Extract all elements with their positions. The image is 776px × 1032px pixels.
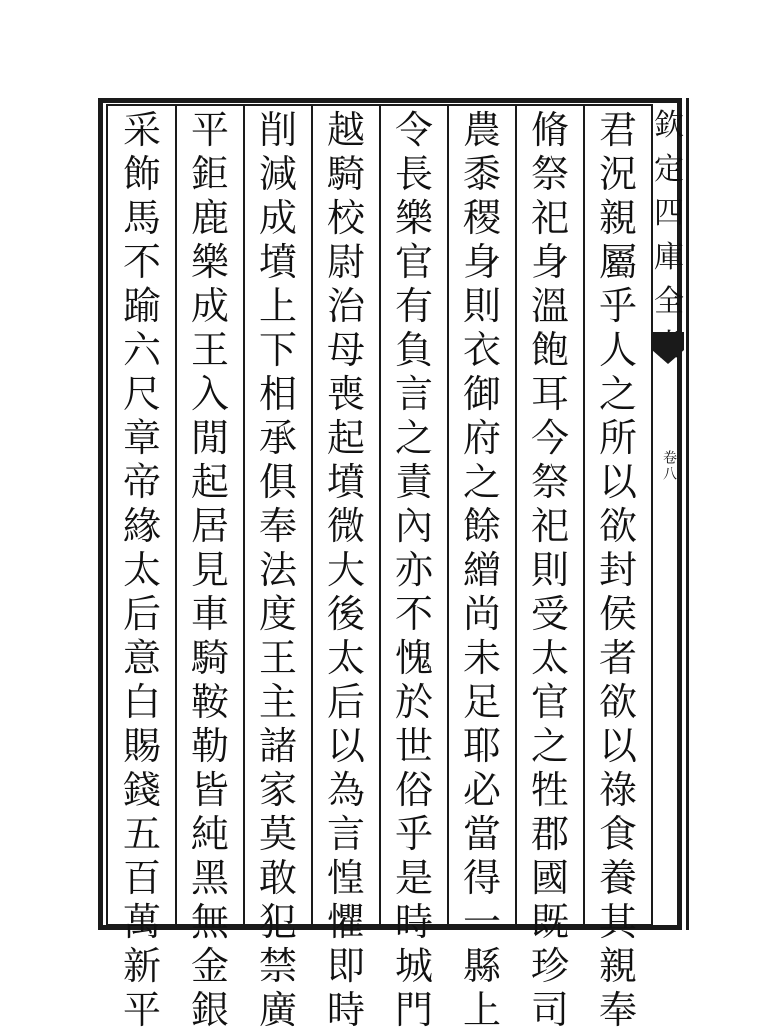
fishtail-mark-tip xyxy=(652,350,684,364)
glyph: 祀 xyxy=(530,504,569,548)
glyph: 法 xyxy=(258,548,297,592)
gutter-title xyxy=(652,104,686,368)
glyph: 餘 xyxy=(462,504,501,548)
glyph: 墳 xyxy=(326,460,365,504)
gutter-rule xyxy=(686,98,689,930)
glyph: 以 xyxy=(326,724,365,768)
glyph: 府 xyxy=(462,416,501,460)
glyph: 言 xyxy=(326,812,365,856)
glyph: 意 xyxy=(122,636,161,680)
text-column xyxy=(176,108,244,1032)
glyph: 不 xyxy=(122,240,161,284)
glyph: 之 xyxy=(394,416,433,460)
glyph: 尺 xyxy=(122,372,161,416)
glyph: 鉅 xyxy=(190,152,229,196)
text-column xyxy=(380,108,448,1032)
glyph: 得 xyxy=(462,856,501,900)
glyph: 衣 xyxy=(462,328,501,372)
glyph: 城 xyxy=(394,944,433,988)
glyph: 耳 xyxy=(530,372,569,416)
glyph: 成 xyxy=(258,196,297,240)
glyph: 喪 xyxy=(326,372,365,416)
glyph: 懼 xyxy=(326,900,365,944)
glyph: 一 xyxy=(462,900,501,944)
glyph: 墳 xyxy=(258,240,297,284)
gutter-title-glyph: 定 xyxy=(654,152,684,187)
glyph: 時 xyxy=(326,988,365,1032)
glyph: 者 xyxy=(598,636,637,680)
glyph: 飾 xyxy=(122,152,161,196)
glyph: 食 xyxy=(598,812,637,856)
gutter-title-glyph: 全 xyxy=(654,284,684,319)
glyph: 門 xyxy=(394,988,433,1032)
glyph: 時 xyxy=(394,900,433,944)
glyph: 削 xyxy=(258,108,297,152)
glyph: 郡 xyxy=(530,812,569,856)
glyph: 既 xyxy=(530,900,569,944)
glyph: 王 xyxy=(190,328,229,372)
glyph: 親 xyxy=(598,944,637,988)
glyph: 國 xyxy=(530,856,569,900)
glyph: 承 xyxy=(258,416,297,460)
glyph: 珍 xyxy=(530,944,569,988)
glyph: 治 xyxy=(326,284,365,328)
glyph: 莫 xyxy=(258,812,297,856)
glyph: 章 xyxy=(122,416,161,460)
text-column xyxy=(516,108,584,1032)
glyph: 所 xyxy=(598,416,637,460)
glyph: 閒 xyxy=(190,416,229,460)
glyph: 脩 xyxy=(530,108,569,152)
glyph: 緣 xyxy=(122,504,161,548)
glyph: 繒 xyxy=(462,548,501,592)
glyph: 受 xyxy=(530,592,569,636)
glyph: 銀 xyxy=(190,988,229,1032)
glyph: 官 xyxy=(394,240,433,284)
glyph: 則 xyxy=(530,548,569,592)
glyph: 新 xyxy=(122,944,161,988)
fishtail-mark xyxy=(652,332,684,350)
glyph: 萬 xyxy=(122,900,161,944)
glyph: 純 xyxy=(190,812,229,856)
glyph: 帝 xyxy=(122,460,161,504)
glyph: 祀 xyxy=(530,196,569,240)
gutter-title-glyph: 四 xyxy=(654,196,684,231)
glyph: 稷 xyxy=(462,196,501,240)
glyph: 上 xyxy=(462,988,501,1032)
gutter-title-glyph: 庫 xyxy=(654,240,684,275)
glyph: 有 xyxy=(394,284,433,328)
glyph: 鹿 xyxy=(190,196,229,240)
glyph: 溫 xyxy=(530,284,569,328)
glyph: 大 xyxy=(326,548,365,592)
glyph: 養 xyxy=(598,856,637,900)
glyph: 未 xyxy=(462,636,501,680)
glyph: 侯 xyxy=(598,592,637,636)
text-column xyxy=(312,108,380,1032)
glyph: 以 xyxy=(598,460,637,504)
text-column xyxy=(108,108,176,1032)
glyph: 則 xyxy=(462,284,501,328)
glyph: 愧 xyxy=(394,636,433,680)
glyph: 縣 xyxy=(462,944,501,988)
glyph: 鞍 xyxy=(190,680,229,724)
glyph: 農 xyxy=(462,108,501,152)
glyph: 樂 xyxy=(394,196,433,240)
glyph: 令 xyxy=(394,108,433,152)
glyph: 封 xyxy=(598,548,637,592)
glyph: 諸 xyxy=(258,724,297,768)
glyph: 長 xyxy=(394,152,433,196)
glyph: 牲 xyxy=(530,768,569,812)
glyph: 錢 xyxy=(122,768,161,812)
glyph: 尉 xyxy=(326,240,365,284)
glyph: 亦 xyxy=(394,548,433,592)
glyph: 采 xyxy=(122,108,161,152)
glyph: 白 xyxy=(122,680,161,724)
glyph: 身 xyxy=(462,240,501,284)
glyph: 廣 xyxy=(258,988,297,1032)
glyph: 校 xyxy=(326,196,365,240)
glyph: 見 xyxy=(190,548,229,592)
gutter-title-glyph: 欽 xyxy=(654,108,684,143)
glyph: 俗 xyxy=(394,768,433,812)
glyph: 乎 xyxy=(394,812,433,856)
glyph: 馬 xyxy=(122,196,161,240)
glyph: 下 xyxy=(258,328,297,372)
glyph: 當 xyxy=(462,812,501,856)
glyph: 欲 xyxy=(598,680,637,724)
glyph: 為 xyxy=(326,768,365,812)
glyph: 祭 xyxy=(530,460,569,504)
glyph: 負 xyxy=(394,328,433,372)
glyph: 尚 xyxy=(462,592,501,636)
glyph: 金 xyxy=(190,944,229,988)
glyph: 乎 xyxy=(598,284,637,328)
glyph: 上 xyxy=(258,284,297,328)
glyph: 太 xyxy=(122,548,161,592)
glyph: 太 xyxy=(530,636,569,680)
glyph: 責 xyxy=(394,460,433,504)
glyph: 皆 xyxy=(190,768,229,812)
glyph: 減 xyxy=(258,152,297,196)
glyph: 其 xyxy=(598,900,637,944)
glyph: 六 xyxy=(122,328,161,372)
glyph: 起 xyxy=(190,460,229,504)
juan-label: 卷八 xyxy=(661,450,677,482)
glyph: 言 xyxy=(394,372,433,416)
glyph: 禁 xyxy=(258,944,297,988)
glyph: 奉 xyxy=(598,988,637,1032)
glyph: 之 xyxy=(530,724,569,768)
glyph: 平 xyxy=(190,108,229,152)
glyph: 人 xyxy=(598,328,637,372)
glyph: 母 xyxy=(326,328,365,372)
glyph: 奉 xyxy=(258,504,297,548)
glyph: 后 xyxy=(122,592,161,636)
glyph: 耶 xyxy=(462,724,501,768)
glyph: 必 xyxy=(462,768,501,812)
glyph: 度 xyxy=(258,592,297,636)
glyph: 即 xyxy=(326,944,365,988)
glyph: 賜 xyxy=(122,724,161,768)
glyph: 王 xyxy=(258,636,297,680)
column-rule xyxy=(651,104,653,926)
glyph: 五 xyxy=(122,812,161,856)
glyph: 俱 xyxy=(258,460,297,504)
glyph: 相 xyxy=(258,372,297,416)
glyph: 百 xyxy=(122,856,161,900)
glyph: 況 xyxy=(598,152,637,196)
glyph: 司 xyxy=(530,988,569,1032)
glyph: 黍 xyxy=(462,152,501,196)
glyph: 騎 xyxy=(326,152,365,196)
glyph: 御 xyxy=(462,372,501,416)
glyph: 微 xyxy=(326,504,365,548)
glyph: 后 xyxy=(326,680,365,724)
glyph: 入 xyxy=(190,372,229,416)
glyph: 平 xyxy=(122,988,161,1032)
glyph: 足 xyxy=(462,680,501,724)
glyph: 屬 xyxy=(598,240,637,284)
glyph: 祭 xyxy=(530,152,569,196)
glyph: 以 xyxy=(598,724,637,768)
glyph: 後 xyxy=(326,592,365,636)
glyph: 惶 xyxy=(326,856,365,900)
glyph: 敢 xyxy=(258,856,297,900)
glyph: 祿 xyxy=(598,768,637,812)
glyph: 主 xyxy=(258,680,297,724)
text-column xyxy=(244,108,312,1032)
glyph: 無 xyxy=(190,900,229,944)
glyph: 之 xyxy=(598,372,637,416)
text-column xyxy=(584,108,652,1032)
glyph: 家 xyxy=(258,768,297,812)
glyph: 車 xyxy=(190,592,229,636)
glyph: 成 xyxy=(190,284,229,328)
glyph: 官 xyxy=(530,680,569,724)
glyph: 居 xyxy=(190,504,229,548)
glyph: 親 xyxy=(598,196,637,240)
glyph: 世 xyxy=(394,724,433,768)
glyph: 今 xyxy=(530,416,569,460)
glyph: 越 xyxy=(326,108,365,152)
glyph: 起 xyxy=(326,416,365,460)
glyph: 飽 xyxy=(530,328,569,372)
glyph: 踰 xyxy=(122,284,161,328)
glyph: 不 xyxy=(394,592,433,636)
glyph: 之 xyxy=(462,460,501,504)
glyph: 於 xyxy=(394,680,433,724)
glyph: 欲 xyxy=(598,504,637,548)
glyph: 犯 xyxy=(258,900,297,944)
glyph: 騎 xyxy=(190,636,229,680)
glyph: 君 xyxy=(598,108,637,152)
text-column xyxy=(448,108,516,1032)
glyph: 內 xyxy=(394,504,433,548)
glyph: 身 xyxy=(530,240,569,284)
glyph: 太 xyxy=(326,636,365,680)
glyph: 樂 xyxy=(190,240,229,284)
glyph: 黑 xyxy=(190,856,229,900)
glyph: 勒 xyxy=(190,724,229,768)
glyph: 是 xyxy=(394,856,433,900)
